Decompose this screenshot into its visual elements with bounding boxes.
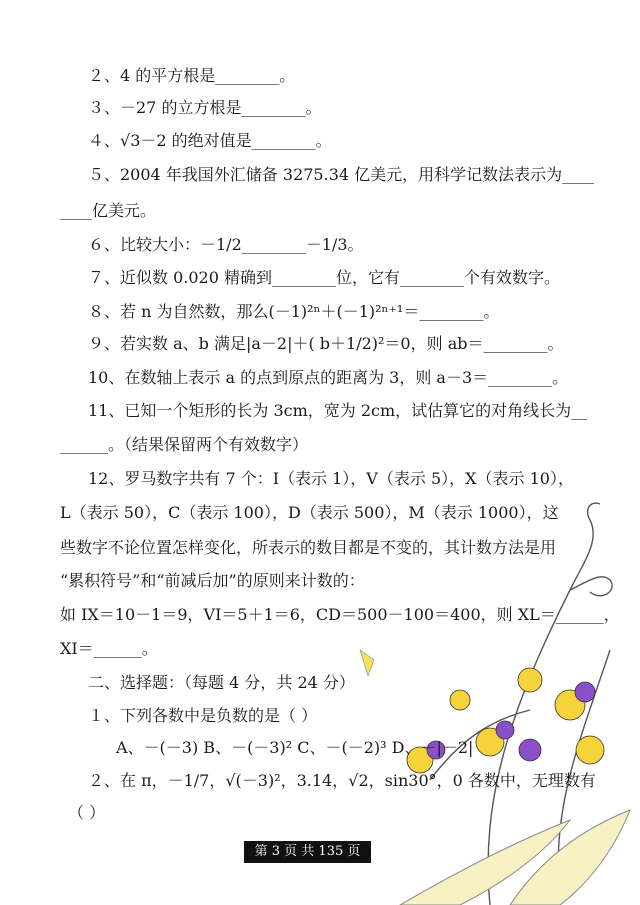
- text-line: 二、选择题：（每题 4 分，共 24 分）: [88, 673, 355, 692]
- text-line: ８、若 n 为自然数，那么(－1)²ⁿ＋(－1)²ⁿ⁺¹＝________。: [88, 302, 500, 321]
- text-line: ４、√3－2 的绝对值是________。: [88, 131, 332, 150]
- text-line: ６、比较大小：－1/2________－1/3。: [88, 235, 364, 254]
- text-line: 12、罗马数字共有 7 个：I（表示 1），V（表示 5），X（表示 10），: [88, 469, 574, 488]
- text-line: ____亿美元。: [60, 201, 157, 220]
- text-line: ９、若实数 a、b 满足|a－2|＋( b＋1/2)²＝0，则 ab＝________。: [88, 334, 564, 353]
- text-line: XI＝______。: [60, 639, 158, 658]
- text-line: 如 IX＝10－1＝9，VI＝5＋1＝6，CD＝500－100＝400，则 XL＝______，: [60, 605, 620, 624]
- text-line: ３、－27 的立方根是________。: [88, 98, 322, 117]
- text-line: １、下列各数中是负数的是（ ）: [88, 706, 318, 725]
- text-line: ______。（结果保留两个有效数字）: [60, 435, 309, 454]
- text-line: 11、已知一个矩形的长为 3cm，宽为 2cm，试估算它的对角线长为__: [88, 401, 588, 420]
- text-line: ２、4 的平方根是________。: [88, 66, 296, 85]
- text-line: ７、近似数 0.020 精确到________位，它有________个有效数字。: [88, 268, 560, 287]
- text-line: “累积符号”和“前减后加”的原则来计数的：: [60, 571, 365, 590]
- text-line: ２、在 π，－1/7，√(－3)²，3.14，√2，sin30°，0 各数中，无理数有: [88, 771, 596, 790]
- text-line: ５、2004 年我国外汇储备 3275.34 亿美元，用科学记数法表示为____: [88, 165, 595, 184]
- text-line: L（表示 50），C（表示 100），D（表示 500），M（表示 1000），这: [60, 503, 559, 522]
- text-line: 些数字不论位置怎样变化，所表示的数目都是不变的，其计数方法是用: [60, 538, 557, 557]
- text-line: A、－(－3) B、－(－3)² C、－(－2)³ D、－|－2|: [116, 738, 474, 757]
- text-line: 10、在数轴上表示 a 的点到原点的距离为 3，则 a－3＝________。: [88, 368, 569, 387]
- text-line: （ ）: [68, 803, 106, 822]
- page-footer: 第 3 页 共 135 页: [244, 841, 371, 863]
